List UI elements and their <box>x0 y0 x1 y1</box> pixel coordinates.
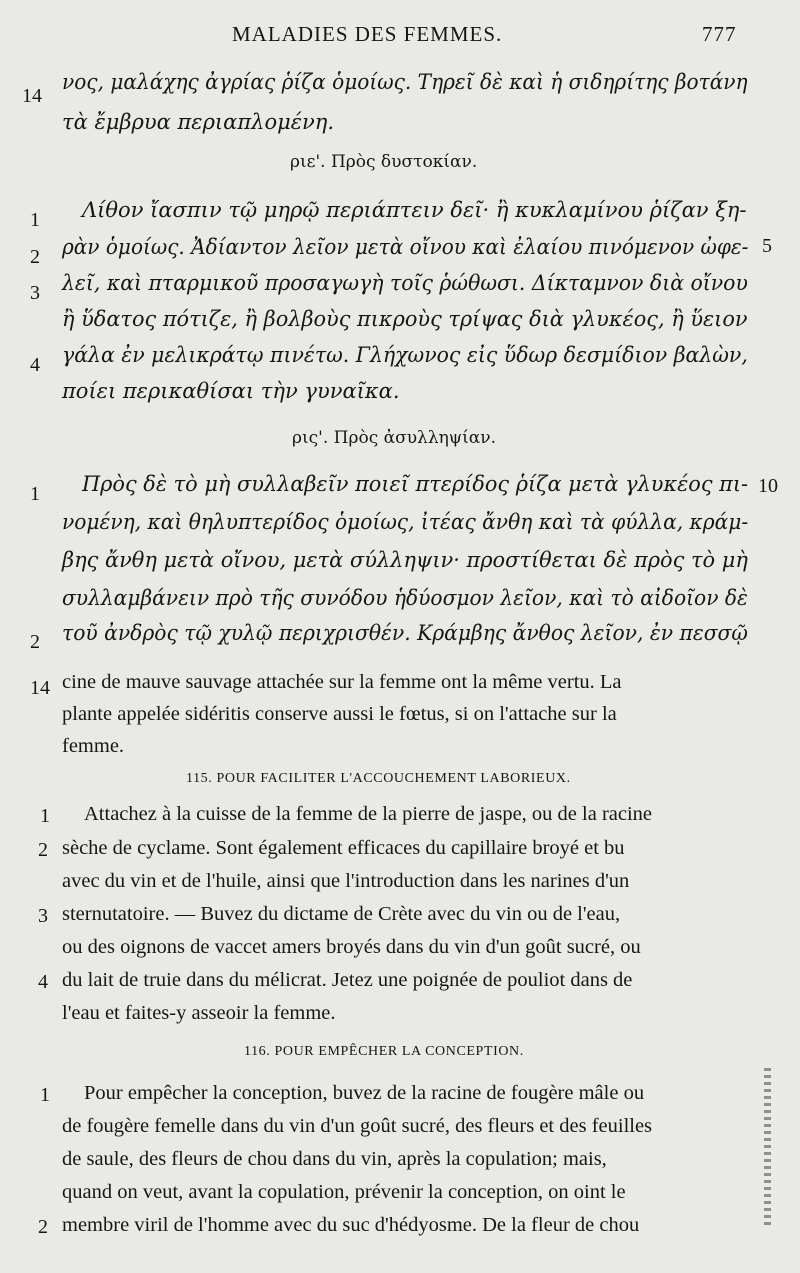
greek-line: συλλαμβάνειν πρὸ τῆς συνόδου ἡδύοσμον λεῖον, καὶ τὸ αἰδοῖον δὲ <box>62 586 748 610</box>
page-number: 777 <box>702 22 737 46</box>
greek-section-title: ρις'. Πρὸς ἀσυλληψίαν. <box>292 428 497 448</box>
french-line: de fougère femelle dans du vin d'un goût sucré, des fleurs et des feuilles <box>62 1115 653 1137</box>
french-line: Pour empêcher la conception, buvez de la racine de fougère mâle ou <box>84 1082 645 1104</box>
french-line: sternutatoire. — Buvez du dictame de Crète avec du vin ou de l'eau, <box>62 903 621 925</box>
line-number: 14 <box>22 85 42 107</box>
greek-line: Λίθον ἴασπιν τῷ μηρῷ περιάπτειν δεῖ· ἢ κυκλαμίνου ῥίζαν ξη- <box>82 198 747 222</box>
greek-line: βης ἄνθη μετὰ οἴνου, μετὰ σύλληψιν· προστίθεται δὲ πρὸς τὸ μὴ <box>62 548 748 572</box>
greek-section-title: ριε'. Πρὸς δυστοκίαν. <box>290 152 478 172</box>
french-line: membre viril de l'homme avec du suc d'hédyosme. De la fleur de chou <box>62 1214 640 1236</box>
french-line: femme. <box>62 735 125 757</box>
line-number: 1 <box>40 805 50 827</box>
line-number: 3 <box>38 905 48 927</box>
line-number: 2 <box>38 1216 48 1238</box>
line-number: 14 <box>30 677 50 699</box>
greek-line: Πρὸς δὲ τὸ μὴ συλλαβεῖν ποιεῖ πτερίδος ῥίζα μετὰ γλυκέος πι- <box>82 472 749 496</box>
french-line: cine de mauve sauvage attachée sur la femme ont la même vertu. La <box>62 671 622 693</box>
french-line: du lait de truie dans du mélicrat. Jetez une poignée de pouliot dans de <box>62 969 633 991</box>
line-number: 2 <box>30 631 40 653</box>
right-margin-number: 10 <box>758 475 778 497</box>
french-section-title: 115. POUR FACILITER L'ACCOUCHEMENT LABORIEUX. <box>186 771 571 786</box>
line-number: 1 <box>30 483 40 505</box>
greek-line: τοῦ ἀνδρὸς τῷ χυλῷ περιχρισθέν. Κράμβης ἄνθος λεῖον, ἐν πεσσῷ <box>62 621 748 645</box>
line-number: 2 <box>30 246 40 268</box>
line-number: 4 <box>30 354 40 376</box>
line-number: 1 <box>40 1084 50 1106</box>
greek-line: νομένη, καὶ θηλυπτερίδος ὁμοίως, ἰτέας ἄνθη καὶ τὰ φύλλα, κράμ- <box>62 510 749 534</box>
french-line: plante appelée sidéritis conserve aussi le fœtus, si on l'attache sur la <box>62 703 617 725</box>
running-header-title: MALADIES DES FEMMES. <box>232 22 503 46</box>
line-number: 1 <box>30 209 40 231</box>
greek-line: νος, μαλάχης ἀγρίας ῥίζα ὁμοίως. Τηρεῖ δὲ καὶ ἡ σιδηρίτης βοτάνη <box>62 70 748 94</box>
french-line: quand on veut, avant la copulation, prévenir la conception, on oint le <box>62 1181 626 1203</box>
greek-line: λεῖ, καὶ πταρμικοῦ προσαγωγὴ τοῖς ῥώθωσι. Δίκταμνον διὰ οἴνου <box>62 271 748 295</box>
french-line: de saule, des fleurs de chou dans du vin, après la copulation; mais, <box>62 1148 607 1170</box>
binding-edge-mark <box>764 1068 771 1228</box>
french-line: avec du vin et de l'huile, ainsi que l'introduction dans les narines d'un <box>62 870 630 892</box>
greek-line: ἢ ὕδατος πότιζε, ἢ βολβοὺς πικροὺς τρίψας διὰ γλυκέος, ἢ ὕειον <box>62 307 748 331</box>
french-line: sèche de cyclame. Sont également efficaces du capillaire broyé et bu <box>62 837 625 859</box>
line-number: 2 <box>38 839 48 861</box>
right-margin-number: 5 <box>762 235 772 257</box>
french-section-title: 116. POUR EMPÊCHER LA CONCEPTION. <box>244 1044 524 1059</box>
line-number: 4 <box>38 971 48 993</box>
greek-line: τὰ ἔμβρυα περιαπλομένη. <box>62 110 335 134</box>
greek-line: γάλα ἐν μελικράτῳ πινέτω. Γλήχωνος εἰς ὕδωρ δεσμίδιον βαλὼν, <box>62 343 748 367</box>
french-line: Attachez à la cuisse de la femme de la pierre de jaspe, ou de la racine <box>84 803 653 825</box>
line-number: 3 <box>30 282 40 304</box>
greek-line: ρὰν ὁμοίως. Ἀδίαντον λεῖον μετὰ οἴνου καὶ ἐλαίου πινόμενον ὠφε- <box>62 235 749 259</box>
french-line: ou des oignons de vaccet amers broyés dans du vin d'un goût sucré, ou <box>62 936 641 958</box>
greek-line: ποίει περικαθίσαι τὴν γυναῖκα. <box>62 379 400 403</box>
french-line: l'eau et faites-y asseoir la femme. <box>62 1002 336 1024</box>
